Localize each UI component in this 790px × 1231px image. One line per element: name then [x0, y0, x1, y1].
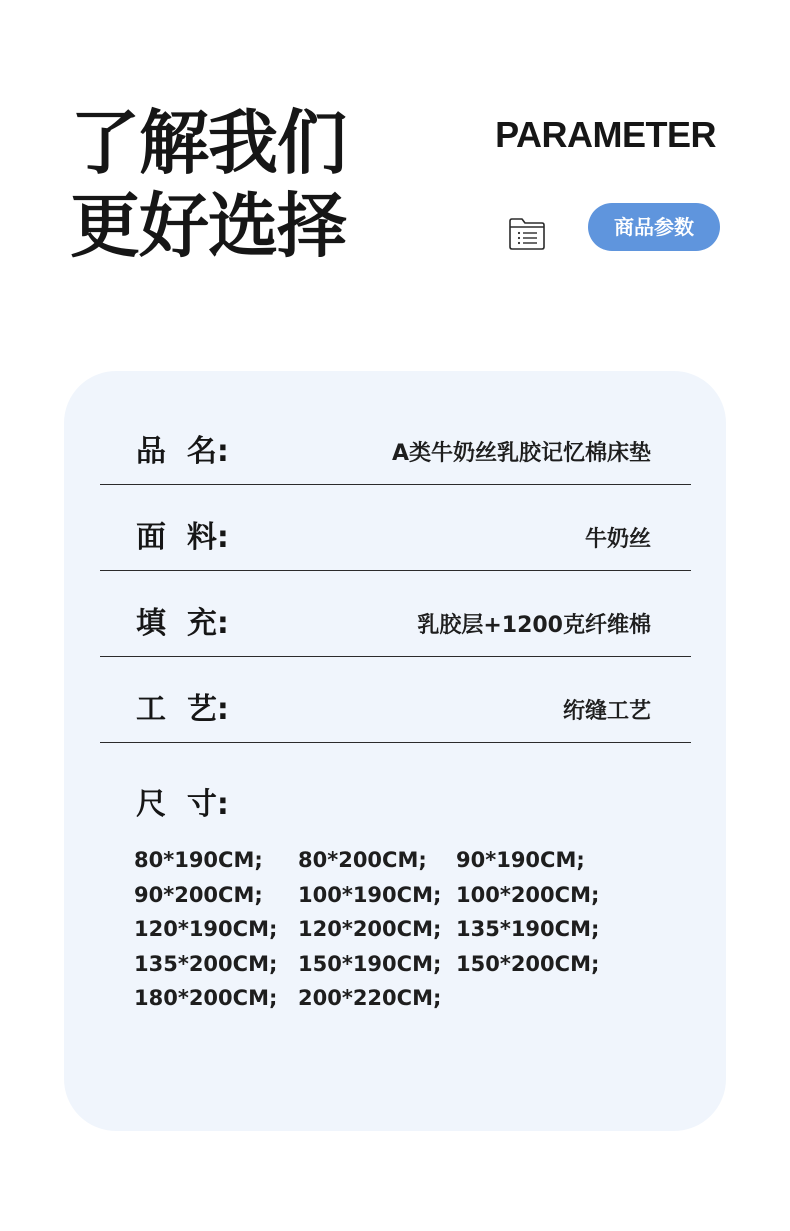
headline-line-1: 了解我们: [70, 102, 346, 184]
size-item: 180*200CM;: [134, 986, 278, 1011]
size-item: 200*220CM;: [298, 986, 442, 1011]
param-label: 填 充:: [136, 606, 229, 641]
size-item: 90*200CM;: [134, 882, 263, 907]
size-item: 80*190CM;: [134, 848, 263, 872]
param-value: 绗缝工艺: [562, 699, 651, 724]
size-item: 120*190CM;: [134, 917, 278, 942]
parameter-card: [64, 371, 726, 1131]
size-item: 120*200CM;: [298, 917, 442, 942]
size-item: 135*190CM;: [456, 917, 600, 942]
param-row-fabric: [100, 484, 691, 571]
param-value: A类牛奶丝乳胶记忆棉床垫: [391, 441, 651, 466]
param-label: 面 料:: [136, 520, 229, 555]
size-item: 100*200CM;: [456, 882, 600, 907]
size-item: 150*200CM;: [456, 951, 600, 976]
size-item: 150*190CM;: [298, 951, 442, 976]
param-row-filling: [100, 570, 691, 657]
size-label: 尺 寸:: [136, 787, 229, 822]
param-row-craft: [100, 656, 691, 743]
param-value: 牛奶丝: [584, 527, 651, 552]
param-value: 乳胶层+1200克纤维棉: [417, 613, 651, 638]
product-params-badge: 商品参数: [588, 203, 720, 251]
size-item: 80*200CM;: [298, 848, 427, 872]
headline-line-2: 更好选择: [70, 185, 346, 267]
param-label: 品 名:: [136, 434, 229, 469]
param-row-name: [100, 398, 691, 485]
size-item: 100*190CM;: [298, 882, 442, 907]
folder-list-icon: [508, 216, 546, 250]
param-label: 工 艺:: [136, 692, 229, 727]
size-item: 90*190CM;: [456, 848, 585, 872]
parameter-title: PARAMETER: [495, 114, 716, 155]
headline: [70, 102, 346, 268]
size-item: 135*200CM;: [134, 951, 278, 976]
